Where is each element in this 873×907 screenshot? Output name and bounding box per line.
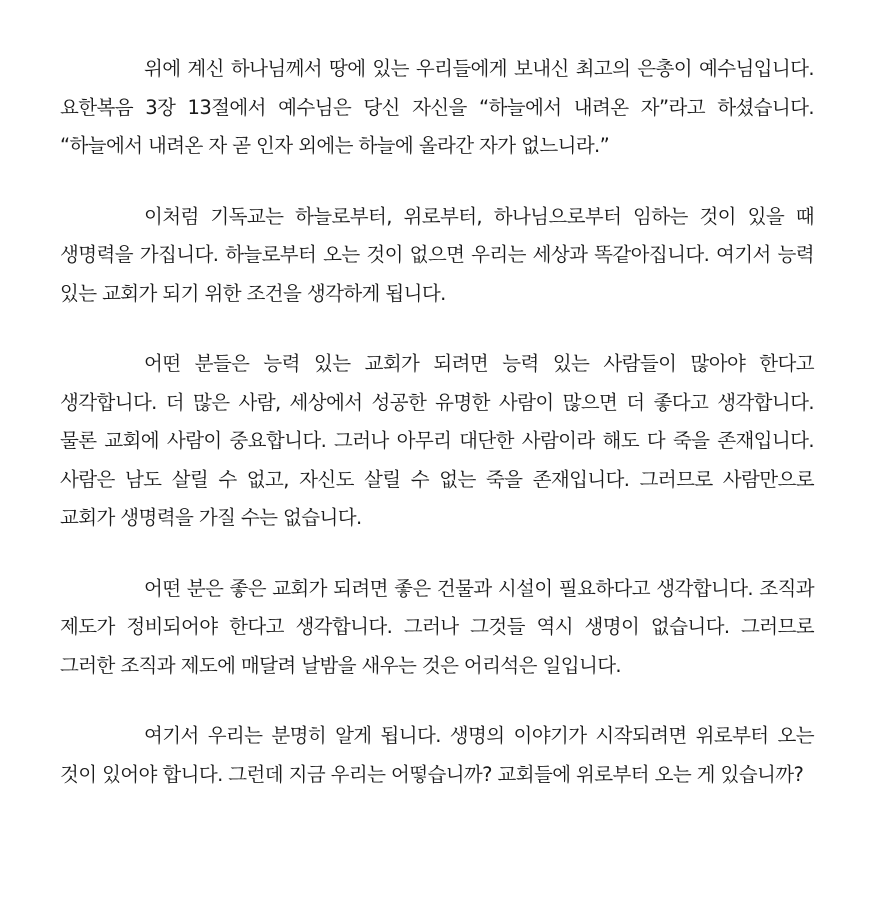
paragraph-2: 이처럼 기독교는 하늘로부터, 위로부터, 하나님으로부터 임하는 것이 있을 때 생명력을 가집니다. 하늘로부터 오는 것이 없으면 우리는 세상과 똑같아집니다. 여기서 능력 있는 교회가 되기 위한 조건을 생각하게 됩니다. — [60, 204, 814, 305]
document-body — [60, 50, 814, 794]
paragraph-4: 어떤 분은 좋은 교회가 되려면 좋은 건물과 시설이 필요하다고 생각합니다. 조직과 제도가 정비되어야 한다고 생각합니다. 그러나 그것들 역시 생명이 없습니다. 그러므로 그러한 조직과 제도에 매달려 날밤을 새우는 것은 어리석은 일입니다. — [60, 576, 814, 677]
paragraph-3: 어떤 분들은 능력 있는 교회가 되려면 능력 있는 사람들이 많아야 한다고 생각합니다. 더 많은 사람, 세상에서 성공한 유명한 사람이 많으면 더 좋다고 생각합니다. 물론 교회에 사람이 중요합니다. 그러나 아무리 대단한 사람이라 해도 다 죽을 존재입니다. 사람은 남도 살릴 수 없고, 자신도 살릴 수 없는 죽을 존재입니다. 그러므로 사람만으로 교회가 생명력을 가질 수는 없습니다. — [60, 352, 814, 529]
paragraph-5: 여기서 우리는 분명히 알게 됩니다. 생명의 이야기가 시작되려면 위로부터 오는 것이 있어야 합니다. 그런데 지금 우리는 어떻습니까? 교회들에 위로부터 오는 게 있습니까? — [60, 724, 814, 786]
paragraph-1: 위에 계신 하나님께서 땅에 있는 우리들에게 보내신 최고의 은총이 예수님입니다. 요한복음 3장 13절에서 예수님은 당신 자신을 “하늘에서 내려온 자”라고 하셨습니다. “하늘에서 내려온 자 곧 인자 외에는 하늘에 올라간 자가 없느니라.” — [60, 57, 814, 157]
